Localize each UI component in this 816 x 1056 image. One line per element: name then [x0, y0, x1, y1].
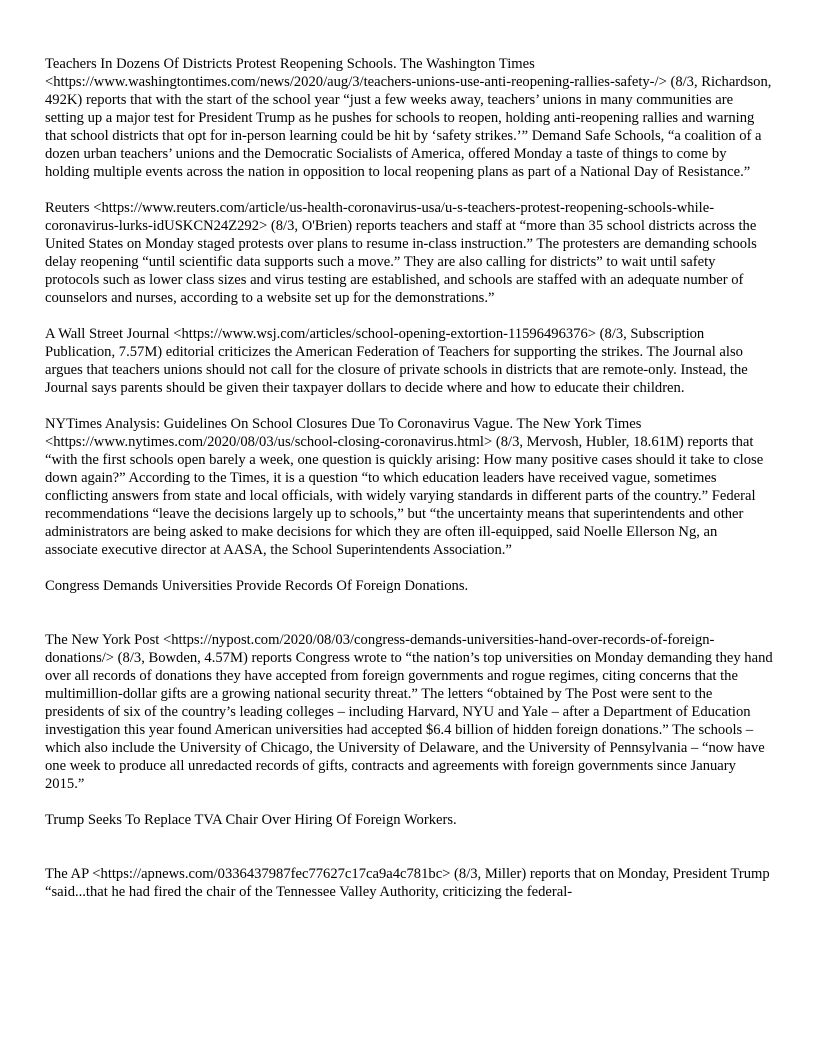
document-page	[45, 55, 773, 919]
section-heading-foreign-donations: Congress Demands Universities Provide Records Of Foreign Donations.	[45, 578, 469, 594]
paragraph-nytimes: NYTimes Analysis: Guidelines On School Closures Due To Coronavirus Vague. The New York Times <https://www.nytimes.com/2020/08/03/us/school-closing-coronavirus.html> (8/3, Mervosh, Hubler, 18.61M) reports that “with the first schools open barely a week, one question is quickly arising: How many positive cases should it take to close down again?” According to the Times, it is a question “to which education leaders have received vague, sometimes conflicting answers from state and local officials, with widely varying standards in different parts of the country.” Federal recommendations “leave the decisions largely up to schools,” but “the uncertainty means that superintendents and other administrators are being asked to make decisions for which they are often ill-equipped, said Noelle Ellerson Ng, an associate executive director at AASA, the School Superintendents Association.”	[45, 416, 764, 558]
paragraph-reuters: Reuters <https://www.reuters.com/article/us-health-coronavirus-usa/u-s-teachers-protest-reopening-schools-while-coronavirus-lurks-idUSKCN24Z292> (8/3, O'Brien) reports teachers and staff at “more than 35 school districts across the United States on Monday staged protests over plans to resume in-class instruction.” The protesters are demanding schools delay reopening “until scientific data supports such a move.” They are also calling for districts” to wait until safety protocols such as lower class sizes and virus testing are established, and schools are staffed with an adequate number of counselors and nurses, according to a website set up for the demonstrations.”	[45, 200, 757, 306]
paragraph-teachers-protest: Teachers In Dozens Of Districts Protest Reopening Schools. The Washington Times <https://www.washingtontimes.com/news/2020/aug/3/teachers-unions-use-anti-reopening-rallies-safety-/> (8/3, Richardson, 492K) reports that with the start of the school year “just a few weeks away, teachers’ unions in many communities are setting up a major test for President Trump as he pushes for schools to reopen, holding anti-reopening rallies and warning that school districts that opt for in-person learning could be hit by ‘safety strikes.’” Demand Safe Schools, “a coalition of a dozen urban teachers’ unions and the Democratic Socialists of America, offered Monday a taste of things to come by holding multiple events across the nation in opposition to local reopening plans as part of a National Day of Resistance.”	[45, 56, 772, 180]
section-heading-tva-chair: Trump Seeks To Replace TVA Chair Over Hiring Of Foreign Workers.	[45, 812, 457, 828]
paragraph-ap: The AP <https://apnews.com/0336437987fec77627c17ca9a4c781bc> (8/3, Miller) reports that on Monday, President Trump “said...that he had fired the chair of the Tennessee Valley Authority, criticizing the federal-	[45, 866, 770, 900]
paragraph-wsj: A Wall Street Journal <https://www.wsj.com/articles/school-opening-extortion-11596496376> (8/3, Subscription Publication, 7.57M) editorial criticizes the American Federation of Teachers for supporting the strikes. The Journal also argues that teachers unions should not call for the closure of private schools in districts that are remote-only. Instead, the Journal says parents should be given their taxpayer dollars to decide where and how to educate their children.	[45, 326, 748, 396]
paragraph-nypost: The New York Post <https://nypost.com/2020/08/03/congress-demands-universities-hand-over-records-of-foreign-donations/> (8/3, Bowden, 4.57M) reports Congress wrote to “the nation’s top universities on Monday demanding they hand over all records of donations they have accepted from foreign governments and rogue regimes, citing concerns that the multimillion-dollar gifts are a growing national security threat.” The letters “obtained by The Post were sent to the presidents of six of the country’s leading colleges – including Harvard, NYU and Yale – after a Department of Education investigation this year found American universities had accepted $6.4 billion of hidden foreign donations.” The schools – which also include the University of Chicago, the University of Delaware, and the University of Pennsylvania – “now have one week to produce all unredacted records of gifts, contracts and agreements with foreign governments since January 2015.”	[45, 632, 773, 792]
